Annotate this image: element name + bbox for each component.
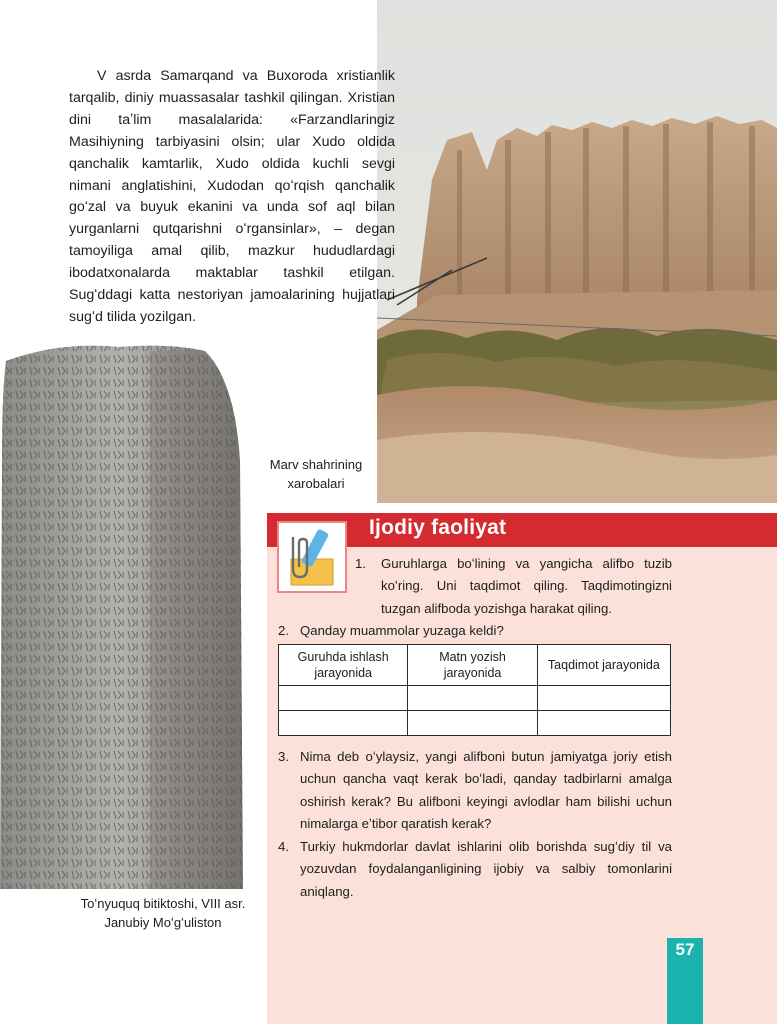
paperclip-pencil-icon xyxy=(277,521,347,593)
task-text: Qanday muammolar yuzaga keldi? xyxy=(300,623,504,638)
table-cell[interactable] xyxy=(408,711,537,736)
task-number: 3. xyxy=(278,749,289,764)
task-text: Turkiy hukmdorlar davlat ishlarini olib borishda sugʻdiy til va yozuvdan foydalanganligining ijobiy va salbiy tomonlarini aniqlang. xyxy=(300,839,672,899)
task-text: Nima deb oʻylaysiz, yangi alifboni butun jamiyatga joriy etish uchun qancha vaqt kerak boʻladi, qanday tadbirlarni amalga oshirish kerak? Bu alifboni keyingi avlodlar ham bilishi uchun nimalarga eʼtibor qaratish kerak? xyxy=(300,749,672,831)
marv-caption xyxy=(246,455,386,493)
tonyuquq-stele-photo xyxy=(0,341,244,889)
table-cell[interactable] xyxy=(537,711,670,736)
task-item xyxy=(278,836,672,903)
page-number: 57 xyxy=(675,940,695,959)
task-number: 4. xyxy=(278,839,289,854)
activity-title: Ijodiy faoliyat xyxy=(369,516,507,539)
table-header-cell: Taqdimot jarayonida xyxy=(537,645,670,686)
table-cell[interactable] xyxy=(279,711,408,736)
stele-caption xyxy=(60,894,266,932)
task-item xyxy=(278,620,672,642)
task-text: Guruhlarga boʻlining va yangicha alifbo tuzib koʻring. Uni taqdimot qiling. Taqdimotingizni tuzgan alifboda yozishga harakat qiling. xyxy=(381,556,672,616)
table-cell[interactable] xyxy=(279,686,408,711)
caption-line: Janubiy Moʻgʻuliston xyxy=(104,915,222,930)
caption-line: Toʻnyuquq bitiktoshi, VIII asr. xyxy=(80,896,246,911)
table-header-cell: Matn yozish jarayonida xyxy=(408,645,537,686)
task-item xyxy=(278,746,672,835)
caption-line: xarobalari xyxy=(287,476,345,491)
caption-line: Marv shahrining xyxy=(269,457,363,472)
intro-paragraph: V asrda Samarqand va Buxoroda xristianlik tarqalib, diniy muassasalar tashkil qilingan. Xristian dini taʼlim masalalarida: «Farzandlaringiz Masihiyning tarbiyasini olsin; ular Xudo oldida qanchalik kamtarlik, Xudo oldida kuchli sevgi nimani anglatishini, Xudodan qoʻrqish qanchalik goʻzal va buyuk ekanini va unda sof aql bilan yurganlarni qutqarishni oʻrgansinlar», – degan tamoyiliga amal qilib, mazkur hududlardagi ibodatxonalarda maktablar tashkil etilgan. Sugʻddagi katta nestoriyan jamoalarining hujjatlari sugʻd tilida yozilgan. xyxy=(69,68,395,325)
reflection-table xyxy=(278,644,671,736)
marv-ruins-photo xyxy=(377,0,777,503)
task-number: 2. xyxy=(278,623,289,638)
task-item xyxy=(355,553,672,620)
table-cell[interactable] xyxy=(537,686,670,711)
task-number: 1. xyxy=(355,556,366,571)
table-cell[interactable] xyxy=(408,686,537,711)
table-header-cell: Guruhda ishlash jarayonida xyxy=(279,645,408,686)
